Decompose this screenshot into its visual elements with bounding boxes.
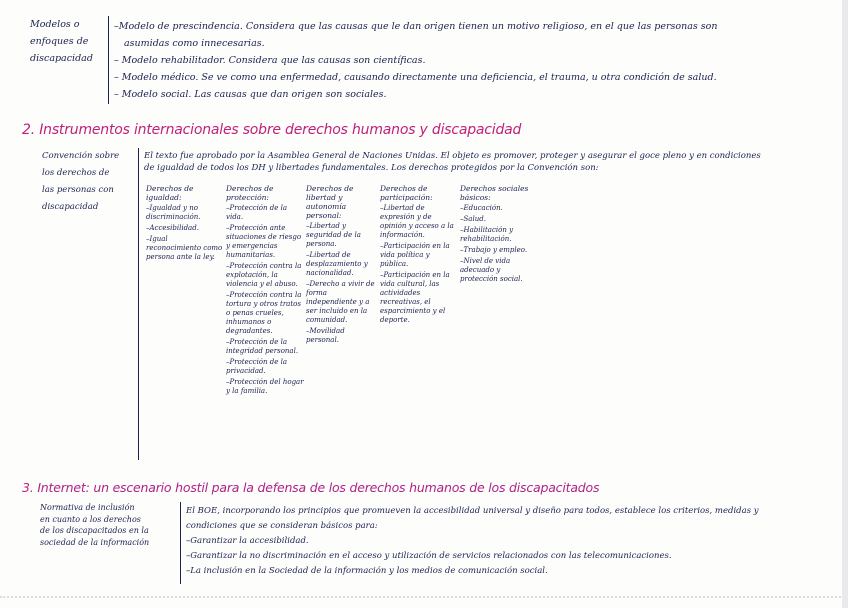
column-item: –Protección contra la tortura y otros tratos o penas crueles, inhumanos o degradantes. — [226, 291, 302, 335]
column-item: –Protección de la vida. — [226, 204, 288, 221]
models-list — [114, 18, 814, 103]
model-line: – Modelo rehabilitador. Considera que las causas son científicas. — [114, 55, 426, 66]
section-number: 3. — [22, 480, 34, 495]
inclusion-bracket — [180, 502, 181, 584]
column-item: –Libertad y seguridad de la persona. — [306, 222, 361, 248]
column-item: –Derecho a vivir de forma independiente y a ser incluido en la comunidad. — [306, 280, 375, 324]
column-item: –Educación. — [460, 204, 503, 212]
models-bracket — [108, 16, 109, 104]
convention-label: Convención sobre los derechos de las personas con discapacidad — [42, 151, 120, 212]
page-edge — [842, 0, 848, 608]
convention-bracket — [138, 148, 139, 460]
section-title: Instrumentos internacionales sobre derechos humanos y discapacidad — [39, 122, 522, 138]
column-title: Derechos de libertad y autonomía personal: — [306, 184, 354, 220]
section-3-heading — [22, 480, 599, 495]
inclusion-label: Normativa de inclusión en cuanto a los derechos de los discapacitados en la sociedad de la información — [40, 503, 150, 547]
model-line: –Modelo de prescindencia. Considera que las causas que le dan origen tienen un motivo religioso, en el que las personas son — [114, 21, 718, 32]
column-item: –Movilidad personal. — [306, 327, 345, 344]
section-title: Internet: un escenario hostil para la defensa de los derechos humanos de los discapacitados — [37, 480, 600, 495]
column-item: –Participación en la vida política y pública. — [380, 242, 450, 268]
column-item: –Salud. — [460, 215, 486, 223]
column-title: Derechos de participación: — [380, 184, 433, 202]
rights-column-protection — [226, 184, 304, 396]
rights-column-equality — [146, 184, 224, 262]
inclusion-list: El BOE, incorporando los principios que promueven la accesibilidad universal y diseño para todos, establece los criterios, medidas y condiciones que se consideran básicos para: –Garantizar la accesibilidad. –Garantizar la no discriminación en el acceso y utilización de servicios relacionados con las telecomunicaciones. –La inclusión en la Sociedad de la información y los medios de comunicación social. — [186, 506, 759, 576]
column-item: –Trabajo y empleo. — [460, 246, 528, 254]
rights-column-social — [460, 184, 536, 284]
rights-column-freedom — [306, 184, 376, 345]
bottom-perforation — [0, 596, 848, 598]
section-2-heading — [22, 122, 521, 138]
column-item: –Nivel de vida adecuado y protección social. — [460, 257, 523, 283]
convention-intro: El texto fue aprobado por la Asamblea General de Naciones Unidas. El objeto es promover, proteger y asegurar el goce pleno y en condiciones de igualdad de todos los DH y libertades fundamentales. Los derechos protegidos por la Convención son: — [144, 151, 761, 173]
column-item: –Libertad de desplazamiento y nacionalidad. — [306, 251, 368, 277]
column-item: –Habilitación y rehabilitación. — [460, 226, 514, 243]
column-item: –Igual reconocimiento como persona ante la ley. — [146, 235, 223, 261]
column-item: –Igualdad y no discriminación. — [146, 204, 201, 221]
column-item: –Protección contra la explotación, la violencia y el abuso. — [226, 262, 302, 288]
column-item: –Protección ante situaciones de riesgo y emergencias humanitarias. — [226, 224, 302, 259]
rights-column-participation — [380, 184, 456, 325]
column-item: –Protección de la privacidad. — [226, 358, 288, 375]
model-line: – Modelo médico. Se ve como una enfermedad, causando directamente una deficiencia, el trauma, u otra condición de salud. — [114, 72, 717, 83]
model-line: asumidas como innecesarias. — [124, 38, 265, 49]
models-label: Modelos o enfoques de discapacidad — [30, 19, 93, 64]
column-item: –Accesibilidad. — [146, 224, 199, 232]
column-item: –Protección de la integridad personal. — [226, 338, 299, 355]
model-line: – Modelo social. Las causas que dan origen son sociales. — [114, 89, 387, 100]
column-title: Derechos de igualdad: — [146, 184, 194, 202]
column-item: –Participación en la vida cultural, las actividades recreativas, el esparcimiento y el deporte. — [380, 271, 450, 324]
section-number: 2. — [22, 122, 35, 138]
column-item: –Libertad de expresión y de opinión y acceso a la información. — [380, 204, 454, 239]
column-title: Derechos de protección: — [226, 184, 274, 202]
column-item: –Protección del hogar y la familia. — [226, 378, 304, 395]
column-title: Derechos sociales básicos: — [460, 184, 529, 202]
